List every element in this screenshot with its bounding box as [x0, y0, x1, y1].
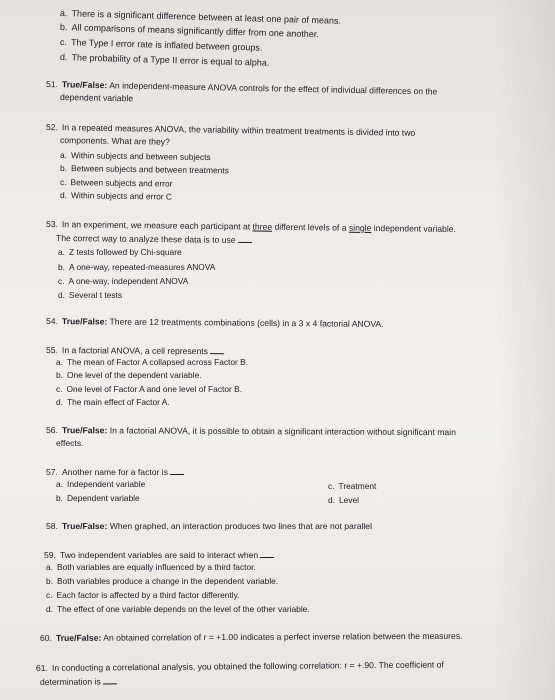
q59-option-a: a. Both variables are equally influenced by a third factor. — [46, 562, 256, 572]
q55-option-b: b. One level of the dependent variable. — [56, 370, 202, 380]
intro-option-a: a. There is a significant difference between at least one pair of means. — [59, 8, 342, 26]
intro-option-d: d. The probability of a Type II error is equal to alpha. — [59, 52, 270, 68]
q53-option-d: d. Several t tests — [58, 290, 123, 300]
answer-blank — [260, 549, 274, 558]
q61-line1: 61. In conducting a correlational analysis, you obtained the following correlation: r = +.90. The coefficient of — [35, 659, 444, 673]
q60-line: 60. True/False: An obtained correlation of r = +1.00 indicates a perfect inverse relation between the measures. — [39, 630, 463, 643]
answer-blank — [210, 345, 224, 354]
q53-option-a: a. Z tests followed by Chi-square — [58, 247, 182, 257]
q52-option-d: d. Within subjects and error C — [59, 190, 173, 202]
q57-line: 57. Another name for a factor is — [46, 466, 184, 478]
q52-line1: 52. In a repeated measures ANOVA, the variability within treatment treatments is divided into two — [45, 122, 416, 138]
q53-line2: The correct way to analyze these data is to use — [56, 232, 252, 246]
q52-line2: components. What are they? — [59, 135, 170, 147]
q53-option-b: b. A one-way, repeated-measures ANOVA — [58, 262, 216, 272]
q55-option-c: c. One level of Factor A and one level of Factor B. — [56, 384, 243, 394]
q61-line2: determination is — [40, 675, 117, 688]
page-edge-shadow — [495, 0, 555, 700]
q58-line: 58. True/False: When graphed, an interaction produces two lines that are not parallel — [46, 521, 372, 531]
q59-option-d: d. The effect of one variable depends on the level of the other variable. — [46, 604, 310, 614]
q59-option-c: c. Each factor is affected by a third factor differently. — [46, 590, 240, 600]
answer-blank — [103, 675, 117, 684]
q55-line: 55. In a factorial ANOVA, a cell represents — [46, 344, 224, 357]
intro-option-b: b. All comparisons of means significantly differ from one another. — [59, 22, 320, 40]
q55-option-a: a. The mean of Factor A collapsed across Factor B. — [56, 357, 249, 367]
q56-line1: 56. True/False: In a factorial ANOVA, it is possible to obtain a significant interaction without significant main — [45, 425, 456, 438]
q51-line1: 51. True/False: An independent-measure ANOVA controls for the effect of individual differences on the — [45, 79, 438, 97]
q59-line: 59. Two independent variables are said to interact when — [44, 549, 274, 561]
q57-option-b: b. Dependent variable — [56, 493, 140, 503]
intro-option-c: c. The Type I error rate is inflated between groups. — [59, 37, 263, 53]
answer-blank — [170, 466, 184, 475]
q59-option-b: b. Both variables produce a change in the dependent variable. — [46, 576, 279, 586]
q57-option-c: c. Treatment — [328, 481, 377, 491]
q53-option-c: c. A one-way, independent ANOVA — [58, 276, 189, 286]
q54-line: 54. True/False: There are 12 treatments combinations (cells) in a 3 x 4 factorial ANOVA. — [45, 316, 384, 329]
q52-option-a: a. Within subjects and between subjects — [59, 150, 211, 163]
q51-line2: dependent variable — [59, 92, 134, 104]
q53-line1: 53. In an experiment, we measure each participant at three different levels of a single independent variable. — [45, 219, 457, 235]
q52-option-b: b. Between subjects and between treatments — [59, 163, 229, 176]
answer-blank — [238, 234, 252, 243]
q57-option-d: d. Level — [328, 495, 360, 505]
q56-line2: effects. — [56, 438, 84, 448]
q57-option-a: a. Independent variable — [56, 479, 146, 489]
q52-option-c: c. Between subjects and error — [59, 177, 173, 189]
q55-option-d: d. The main effect of Factor A. — [56, 397, 170, 407]
